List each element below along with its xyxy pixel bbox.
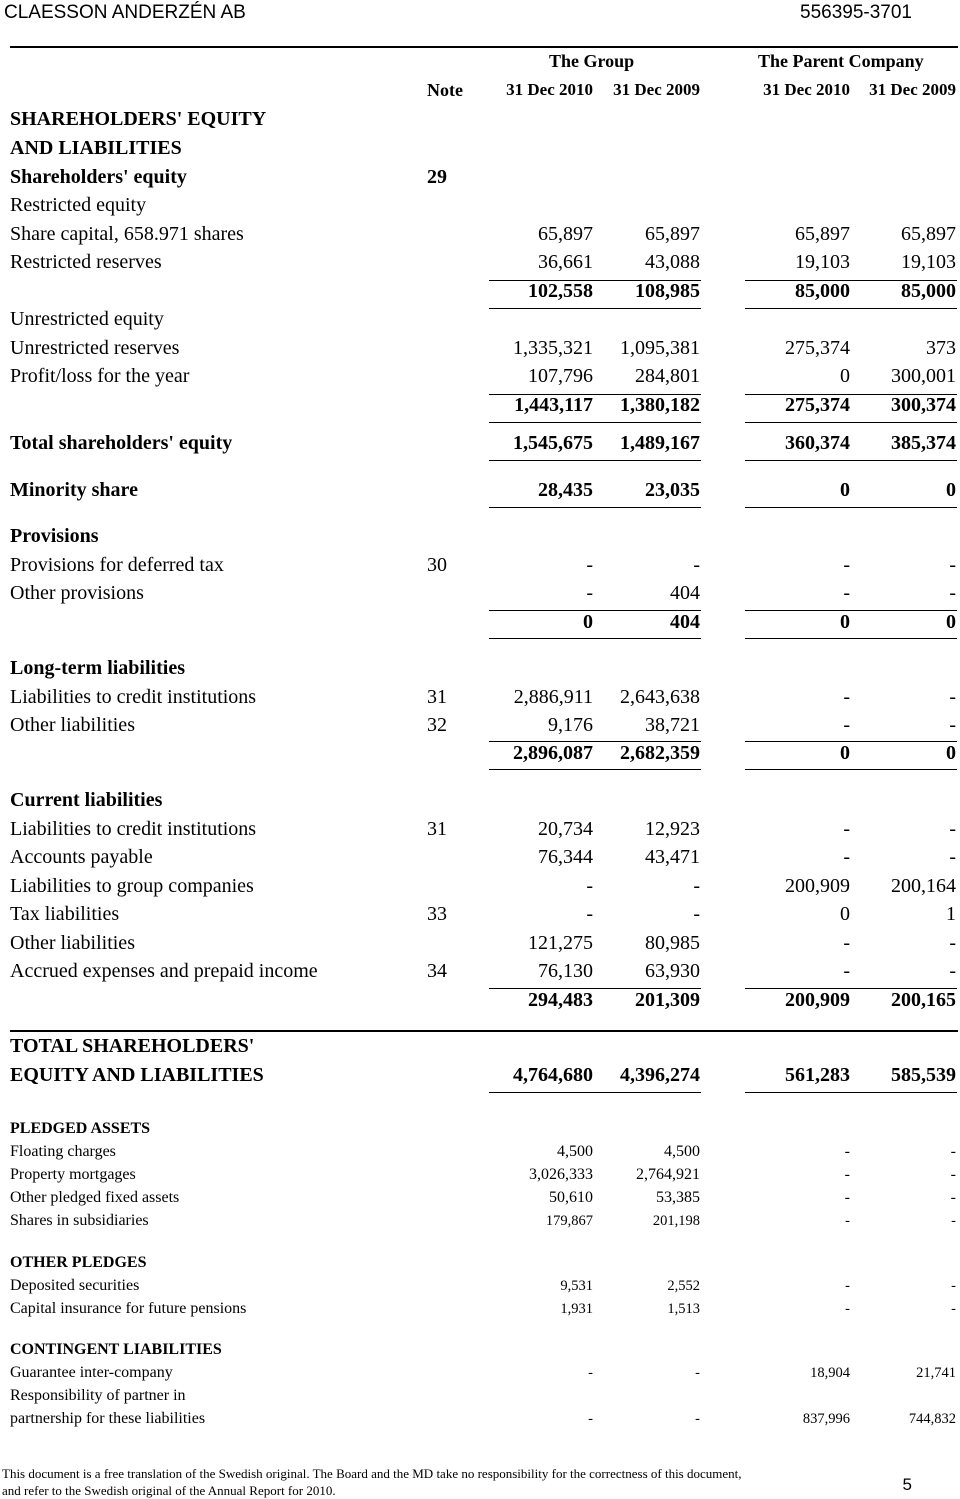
row-label: Long-term liabilities <box>10 657 185 679</box>
row-label: Shareholders' equity <box>10 166 187 188</box>
row-label: Restricted reserves <box>10 251 162 273</box>
row-value: 65,897 <box>795 223 850 245</box>
row-label: Liabilities to group companies <box>10 875 254 897</box>
row-label: SHAREHOLDERS' EQUITY <box>10 108 267 130</box>
table-row <box>0 1141 960 1163</box>
row-label: Other liabilities <box>10 714 135 736</box>
table-row <box>0 305 960 333</box>
table-row <box>0 1164 960 1186</box>
row-label: Capital insurance for future pensions <box>10 1300 247 1317</box>
row-value: 585,539 <box>891 1064 956 1086</box>
org-number: 556395-3701 <box>800 2 912 23</box>
row-value: - <box>586 875 593 897</box>
rule <box>745 610 957 611</box>
row-label: Total shareholders' equity <box>10 432 233 454</box>
table-row <box>0 277 960 305</box>
row-value: 108,985 <box>635 280 700 302</box>
rule <box>489 280 701 281</box>
row-label: Deposited securities <box>10 1277 140 1294</box>
row-value: 373 <box>926 337 956 359</box>
rule <box>489 769 701 770</box>
row-value: - <box>950 1166 956 1183</box>
row-value: 12,923 <box>645 818 700 840</box>
row-value: 0 <box>583 611 593 633</box>
row-value: 300,374 <box>891 394 956 416</box>
row-value: - <box>844 1189 850 1206</box>
row-label: Other pledged fixed assets <box>10 1189 180 1206</box>
row-value: 1 <box>946 903 956 925</box>
row-value: - <box>949 846 956 868</box>
table-row <box>0 134 960 162</box>
row-value: - <box>843 686 850 708</box>
row-label: Provisions <box>10 525 99 547</box>
rule <box>745 394 957 395</box>
table-row <box>0 843 960 871</box>
row-value: 76,344 <box>538 846 593 868</box>
row-value: 837,996 <box>802 1411 850 1427</box>
row-value: 76,130 <box>538 960 593 982</box>
table-row <box>0 1362 960 1384</box>
rule <box>489 610 701 611</box>
row-value: 50,610 <box>549 1189 593 1206</box>
table-row <box>0 391 960 419</box>
table-row <box>0 739 960 767</box>
row-label: Guarantee inter-company <box>10 1364 173 1381</box>
row-value: 0 <box>946 479 956 501</box>
row-label: Restricted equity <box>10 194 147 216</box>
row-value: - <box>844 1166 850 1183</box>
row-value: 360,374 <box>785 432 850 454</box>
row-note: 31 <box>427 686 447 708</box>
table-row <box>0 191 960 219</box>
row-value: 1,489,167 <box>620 432 700 454</box>
row-value: - <box>693 903 700 925</box>
row-value: 1,443,117 <box>514 394 593 416</box>
row-value: 0 <box>840 903 850 925</box>
date-heading-group-2009: 31 Dec 2009 <box>613 80 700 99</box>
row-value: - <box>949 960 956 982</box>
row-value: - <box>588 1365 593 1381</box>
row-value: 1,931 <box>560 1301 593 1317</box>
row-label: Property mortgages <box>10 1166 136 1183</box>
row-value: 4,396,274 <box>620 1064 700 1086</box>
row-value: 179,867 <box>545 1213 593 1229</box>
row-value: 1,335,321 <box>513 337 593 359</box>
rule <box>745 741 957 742</box>
table-row <box>0 334 960 362</box>
row-value: - <box>949 818 956 840</box>
table-row <box>0 957 960 985</box>
row-value: 121,275 <box>528 932 593 954</box>
row-value: 63,930 <box>645 960 700 982</box>
rule <box>489 1092 701 1093</box>
row-value: - <box>843 932 850 954</box>
row-value: - <box>695 1365 700 1381</box>
row-value: 107,796 <box>528 365 593 387</box>
row-value: - <box>949 554 956 576</box>
row-value: 200,164 <box>891 875 956 897</box>
row-label: partnership for these liabilities <box>10 1410 206 1427</box>
row-value: 0 <box>840 365 850 387</box>
table-row <box>0 105 960 133</box>
row-value: 36,661 <box>538 251 593 273</box>
date-heading-group-2010: 31 Dec 2010 <box>506 80 593 99</box>
row-value: 85,000 <box>901 280 956 302</box>
row-value: 300,001 <box>891 365 956 387</box>
rule <box>745 1092 957 1093</box>
row-note: 32 <box>427 714 447 736</box>
table-row <box>0 1210 960 1232</box>
note-column-heading: Note <box>427 80 463 100</box>
row-value: - <box>586 582 593 604</box>
row-value: - <box>843 582 850 604</box>
row-value: 404 <box>670 611 700 633</box>
row-value: - <box>693 875 700 897</box>
table-row <box>0 163 960 191</box>
row-value: 102,558 <box>528 280 593 302</box>
row-value: - <box>693 554 700 576</box>
row-value: 0 <box>840 742 850 764</box>
table-row <box>0 1408 960 1430</box>
row-value: 1,095,381 <box>620 337 700 359</box>
row-label: Liabilities to credit institutions <box>10 686 257 708</box>
row-value: 65,897 <box>645 223 700 245</box>
row-value: 80,985 <box>645 932 700 954</box>
row-value: 2,764,921 <box>636 1166 700 1183</box>
row-value: - <box>843 846 850 868</box>
row-note: 31 <box>427 818 447 840</box>
row-value: - <box>843 818 850 840</box>
table-row <box>0 1339 960 1361</box>
row-value: - <box>949 932 956 954</box>
row-value: 385,374 <box>891 432 956 454</box>
row-value: 65,897 <box>901 223 956 245</box>
table-row <box>0 362 960 390</box>
row-label: Floating charges <box>10 1143 116 1160</box>
row-value: 9,176 <box>548 714 593 736</box>
rule <box>489 507 701 508</box>
rule <box>489 988 701 989</box>
row-value: - <box>845 1301 850 1317</box>
table-row <box>0 551 960 579</box>
row-note: 30 <box>427 554 447 576</box>
row-value: 53,385 <box>656 1189 700 1206</box>
row-value: 18,904 <box>810 1365 850 1381</box>
row-value: 1,545,675 <box>513 432 593 454</box>
row-note: 34 <box>427 960 447 982</box>
row-value: 21,741 <box>916 1365 956 1381</box>
rule <box>489 638 701 639</box>
row-value: 561,283 <box>785 1064 850 1086</box>
rule <box>745 988 957 989</box>
table-row <box>0 1118 960 1140</box>
row-value: - <box>845 1213 850 1229</box>
table-row <box>0 900 960 928</box>
row-value: 2,682,359 <box>620 742 700 764</box>
row-value: 201,198 <box>652 1213 700 1229</box>
row-value: 43,088 <box>645 251 700 273</box>
row-value: 200,909 <box>785 989 850 1011</box>
table-row <box>0 522 960 550</box>
table-row <box>0 1187 960 1209</box>
row-label: EQUITY AND LIABILITIES <box>10 1064 264 1086</box>
row-label: Responsibility of partner in <box>10 1387 186 1404</box>
table-row <box>0 872 960 900</box>
table-row <box>0 683 960 711</box>
table-row <box>0 579 960 607</box>
row-value: 38,721 <box>645 714 700 736</box>
row-value: 200,909 <box>785 875 850 897</box>
row-value: 20,734 <box>538 818 593 840</box>
rule <box>489 422 701 423</box>
date-heading-parent-2009: 31 Dec 2009 <box>869 80 956 99</box>
row-label: CONTINGENT LIABILITIES <box>10 1341 222 1358</box>
table-row <box>0 986 960 1014</box>
row-note: 29 <box>427 166 447 188</box>
row-value: 2,552 <box>667 1278 700 1294</box>
row-value: - <box>949 714 956 736</box>
row-value: - <box>588 1411 593 1427</box>
row-label: Shares in subsidiaries <box>10 1212 149 1229</box>
table-row <box>0 1298 960 1320</box>
row-value: - <box>951 1278 956 1294</box>
row-value: - <box>586 903 593 925</box>
row-label: Tax liabilities <box>10 903 120 925</box>
rule <box>489 394 701 395</box>
row-value: 85,000 <box>795 280 850 302</box>
row-value: 28,435 <box>538 479 593 501</box>
row-label: Provisions for deferred tax <box>10 554 224 576</box>
row-value: - <box>951 1301 956 1317</box>
row-value: 275,374 <box>785 394 850 416</box>
row-value: - <box>949 686 956 708</box>
table-row <box>0 1275 960 1297</box>
table-row <box>0 786 960 814</box>
rule <box>489 741 701 742</box>
rule <box>10 1030 958 1032</box>
group-column-heading: The Group <box>549 51 635 71</box>
row-value: 0 <box>840 479 850 501</box>
row-value: - <box>843 960 850 982</box>
row-value: 23,035 <box>645 479 700 501</box>
row-label: Current liabilities <box>10 789 163 811</box>
row-value: - <box>950 1189 956 1206</box>
table-row <box>0 608 960 636</box>
row-value: 404 <box>670 582 700 604</box>
row-value: - <box>843 714 850 736</box>
row-label: PLEDGED ASSETS <box>10 1120 151 1137</box>
row-label: Unrestricted reserves <box>10 337 180 359</box>
row-label: TOTAL SHAREHOLDERS' <box>10 1035 255 1057</box>
row-value: 201,309 <box>635 989 700 1011</box>
table-row <box>0 1032 960 1060</box>
row-label: Share capital, 658.971 shares <box>10 223 244 245</box>
rule <box>745 422 957 423</box>
table-row <box>0 220 960 248</box>
row-label: Unrestricted equity <box>10 308 164 330</box>
row-value: 4,764,680 <box>513 1064 593 1086</box>
row-value: - <box>844 1143 850 1160</box>
row-value: 0 <box>946 611 956 633</box>
parent-column-heading: The Parent Company <box>758 51 924 71</box>
row-value: 200,165 <box>891 989 956 1011</box>
row-label: Minority share <box>10 479 138 501</box>
row-value: 1,513 <box>667 1301 700 1317</box>
row-value: - <box>586 554 593 576</box>
row-label: Profit/loss for the year <box>10 365 190 387</box>
rule <box>745 638 957 639</box>
rule <box>745 460 957 461</box>
row-value: 2,896,087 <box>513 742 593 764</box>
page-number: 5 <box>902 1475 912 1494</box>
row-value: 2,886,911 <box>513 686 593 708</box>
row-label: OTHER PLEDGES <box>10 1254 147 1271</box>
rule <box>745 308 957 309</box>
row-label: Accounts payable <box>10 846 153 868</box>
row-value: 3,026,333 <box>529 1166 593 1183</box>
row-value: - <box>950 1143 956 1160</box>
footer-note-line-2: and refer to the Swedish original of the Annual Report for 2010. <box>2 1483 336 1498</box>
row-value: - <box>843 554 850 576</box>
row-value: - <box>695 1411 700 1427</box>
footer-note-line-1: This document is a free translation of the Swedish original. The Board and the MD take no responsibility for the correctness of this document, <box>2 1466 742 1481</box>
company-name: CLAESSON ANDERZÉN AB <box>4 2 246 23</box>
row-value: 4,500 <box>664 1143 700 1160</box>
row-value: - <box>949 582 956 604</box>
row-value: 284,801 <box>635 365 700 387</box>
rule <box>489 308 701 309</box>
row-label: Accrued expenses and prepaid income <box>10 960 318 982</box>
row-value: 43,471 <box>645 846 700 868</box>
row-value: 1,380,182 <box>620 394 700 416</box>
row-value: 19,103 <box>901 251 956 273</box>
row-value: 294,483 <box>528 989 593 1011</box>
row-value: - <box>845 1278 850 1294</box>
rule <box>745 769 957 770</box>
row-value: 275,374 <box>785 337 850 359</box>
row-label: Other liabilities <box>10 932 135 954</box>
table-row <box>0 815 960 843</box>
row-value: 2,643,638 <box>620 686 700 708</box>
row-value: - <box>951 1213 956 1229</box>
row-value: 0 <box>946 742 956 764</box>
rule <box>745 280 957 281</box>
row-value: 65,897 <box>538 223 593 245</box>
table-row <box>0 248 960 276</box>
table-row <box>0 654 960 682</box>
table-row <box>0 476 960 504</box>
row-label: Other provisions <box>10 582 144 604</box>
row-value: 744,832 <box>908 1411 956 1427</box>
table-row <box>0 1385 960 1407</box>
rule <box>489 460 701 461</box>
row-value: 19,103 <box>795 251 850 273</box>
rule <box>745 507 957 508</box>
top-rule <box>10 46 958 48</box>
row-label: Liabilities to credit institutions <box>10 818 257 840</box>
row-note: 33 <box>427 903 447 925</box>
table-row <box>0 429 960 457</box>
table-row <box>0 1252 960 1274</box>
table-row <box>0 929 960 957</box>
row-value: 4,500 <box>557 1143 593 1160</box>
row-value: 0 <box>840 611 850 633</box>
table-row <box>0 711 960 739</box>
row-label: AND LIABILITIES <box>10 137 182 159</box>
date-heading-parent-2010: 31 Dec 2010 <box>763 80 850 99</box>
table-row <box>0 1061 960 1089</box>
row-value: 9,531 <box>560 1278 593 1294</box>
